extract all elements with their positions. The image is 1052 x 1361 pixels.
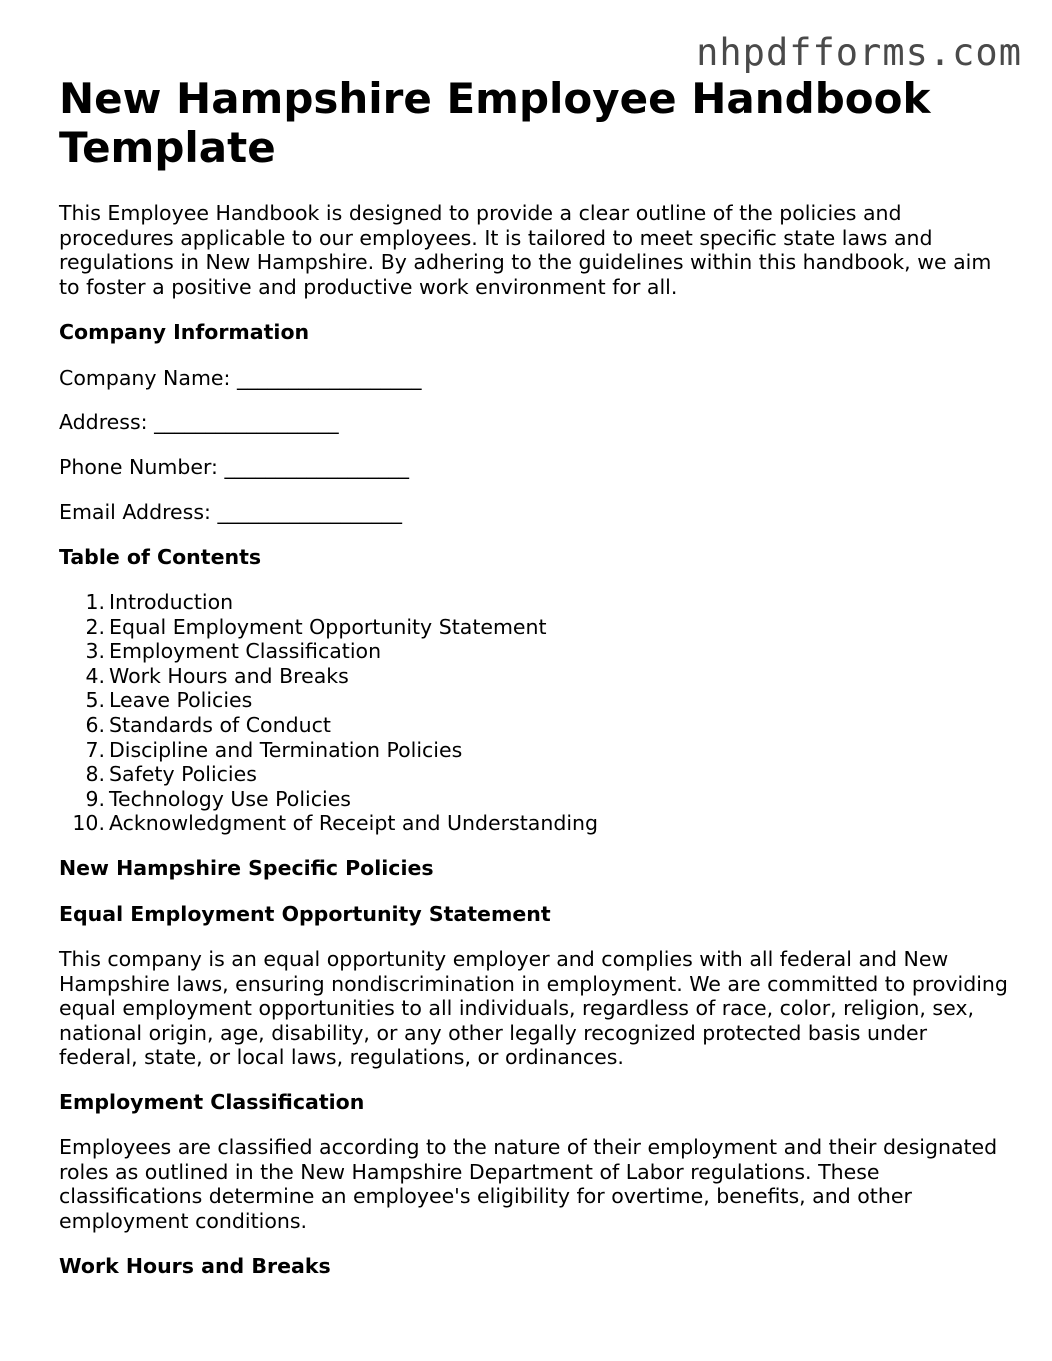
toc-item-number: 3. (85, 639, 105, 664)
toc-item-text: Employment Classification (109, 639, 382, 664)
phone-number-blank: __________________ (224, 455, 409, 479)
company-info-heading: Company Information (59, 320, 310, 344)
toc-item-text: Acknowledgment of Receipt and Understanding (109, 811, 599, 836)
toc-item-text: Technology Use Policies (109, 786, 351, 811)
work-hours-heading: Work Hours and Breaks (59, 1254, 331, 1278)
toc-item-text: Introduction (109, 590, 234, 614)
toc-item-number: 6. (85, 712, 105, 737)
toc-item (59, 713, 598, 738)
toc-item-number: 4. (85, 663, 105, 688)
toc-item-text: Equal Employment Opportunity Statement (109, 614, 547, 639)
email-address-blank: __________________ (217, 500, 402, 524)
toc-item-number: 2. (85, 614, 105, 639)
toc-item (59, 615, 598, 640)
company-name-blank: __________________ (236, 366, 422, 390)
eeo-heading: Equal Employment Opportunity Statement (59, 902, 551, 926)
classification-heading: Employment Classification (59, 1090, 365, 1114)
toc-item (59, 664, 598, 689)
address-field (59, 410, 339, 435)
intro-paragraph: This Employee Handbook is designed to provide a clear outline of the policies and procedures applicable to our employees. It is tailored to meet specific state laws and regulations in New Hampshire. By adhering to the guidelines within this handbook, we aim to foster a positive and productive work environment for all. (59, 201, 992, 299)
toc-item (59, 639, 598, 664)
toc-item-text: Work Hours and Breaks (109, 663, 349, 688)
toc-item-number: 5. (85, 688, 105, 713)
toc-item-number: 9. (85, 786, 105, 811)
toc-item-text: Standards of Conduct (109, 712, 331, 737)
toc-item-number: 1. (85, 590, 105, 614)
toc-item (59, 787, 598, 812)
toc-item (59, 590, 598, 615)
email-address-label: Email Address: (59, 500, 211, 524)
toc-item-number: 10. (72, 811, 105, 836)
toc-item-number: 8. (85, 762, 105, 787)
toc-item-text: Safety Policies (109, 762, 257, 787)
eeo-paragraph: This company is an equal opportunity employer and complies with all federal and New Hampshire laws, ensuring nondiscrimination in employment. We are committed to providing equal employment opportunities to all individuals, regardless of race, color, religion, sex, national origin, age, disability, or any other legally recognized protected basis under federal, state, or local laws, regulations, or ordinances. (59, 947, 1008, 1070)
toc-item (59, 738, 598, 763)
address-blank: __________________ (154, 410, 339, 434)
table-of-contents (59, 590, 598, 836)
site-watermark: nhpdfforms.com (696, 31, 1022, 74)
classification-paragraph: Employees are classified according to the nature of their employment and their designated roles as outlined in the New Hampshire Department of Labor regulations. These classifications determine an employee's eligibility for overtime, benefits, and other employment conditions. (59, 1135, 998, 1233)
address-label: Address: (59, 410, 148, 434)
company-name-label: Company Name: (59, 366, 231, 390)
company-name-field (59, 366, 421, 391)
document-title: New Hampshire Employee Handbook Template (59, 74, 931, 172)
toc-item-text: Discipline and Termination Policies (109, 737, 463, 762)
toc-item (59, 762, 598, 787)
toc-item (59, 688, 598, 713)
email-address-field (59, 500, 402, 525)
nh-policies-heading: New Hampshire Specific Policies (59, 856, 434, 880)
phone-number-label: Phone Number: (59, 455, 218, 479)
toc-heading: Table of Contents (59, 545, 262, 569)
phone-number-field (59, 455, 409, 480)
toc-item-text: Leave Policies (109, 688, 253, 713)
toc-item-number: 7. (85, 737, 105, 762)
toc-item (59, 811, 598, 836)
